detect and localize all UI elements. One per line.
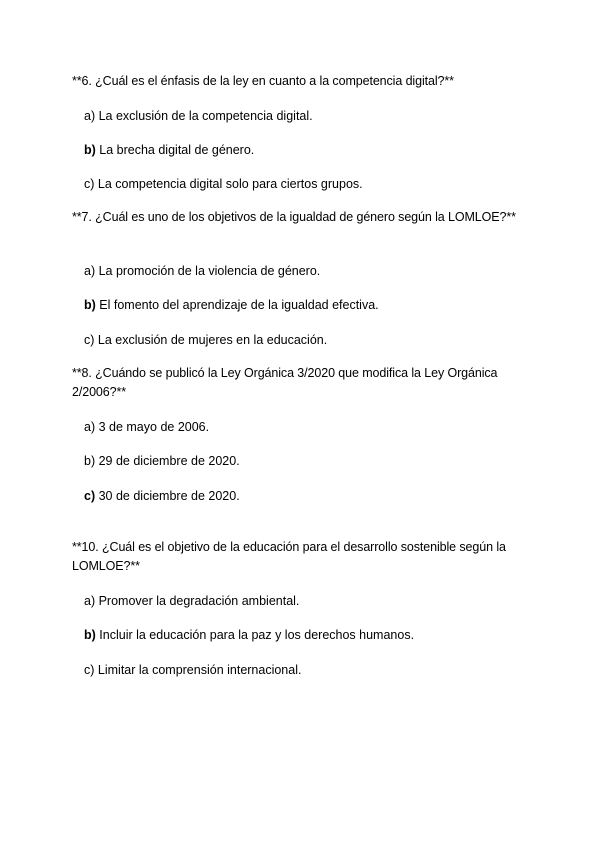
option-text: Promover la degradación ambiental. (95, 594, 300, 608)
option-text: 29 de diciembre de 2020. (95, 454, 240, 468)
option-text: Limitar la comprensión internacional. (94, 663, 302, 677)
question-6: **6. ¿Cuál es el énfasis de la ley en cuanto a la competencia digital?** (72, 74, 454, 88)
question-8-option-a (84, 419, 544, 435)
question-7-option-a (84, 263, 544, 279)
option-letter: a) (84, 264, 96, 278)
option-text: 30 de diciembre de 2020. (95, 489, 240, 503)
option-letter: b) (84, 454, 96, 468)
option-text: El fomento del aprendizaje de la igualdad efectiva. (95, 298, 379, 312)
option-letter: b) (84, 143, 96, 157)
option-letter: c) (84, 663, 95, 677)
question-10: **10. ¿Cuál es el objetivo de la educación para el desarrollo sostenible según la LOMLOE?** (72, 540, 506, 573)
option-letter: b) (84, 628, 96, 642)
question-8-option-c (84, 488, 544, 504)
option-letter: a) (84, 420, 96, 434)
option-text: 3 de mayo de 2006. (95, 420, 210, 434)
option-text: Incluir la educación para la paz y los derechos humanos. (95, 628, 415, 642)
question-6-option-c (84, 176, 544, 192)
question-10-option-b (84, 627, 544, 643)
question-10-option-a (84, 593, 544, 609)
option-letter: a) (84, 109, 96, 123)
option-letter: c) (84, 489, 96, 503)
option-letter: a) (84, 594, 96, 608)
option-text: La brecha digital de género. (95, 143, 255, 157)
option-letter: c) (84, 177, 95, 191)
option-letter: b) (84, 298, 96, 312)
question-7-option-c (84, 332, 544, 348)
question-8: **8. ¿Cuándo se publicó la Ley Orgánica 3/2020 que modifica la Ley Orgánica 2/2006?** (72, 366, 498, 399)
option-text: La promoción de la violencia de género. (95, 264, 321, 278)
question-6-option-a (84, 108, 544, 124)
question-6-option-b (84, 142, 544, 158)
option-text: La exclusión de mujeres en la educación. (94, 333, 328, 347)
question-7-option-b (84, 297, 544, 313)
option-text: La competencia digital solo para ciertos grupos. (94, 177, 363, 191)
option-text: La exclusión de la competencia digital. (95, 109, 313, 123)
option-letter: c) (84, 333, 95, 347)
question-7: **7. ¿Cuál es uno de los objetivos de la igualdad de género según la LOMLOE?** (72, 210, 516, 224)
question-8-option-b (84, 453, 544, 469)
question-10-option-c (84, 662, 544, 678)
